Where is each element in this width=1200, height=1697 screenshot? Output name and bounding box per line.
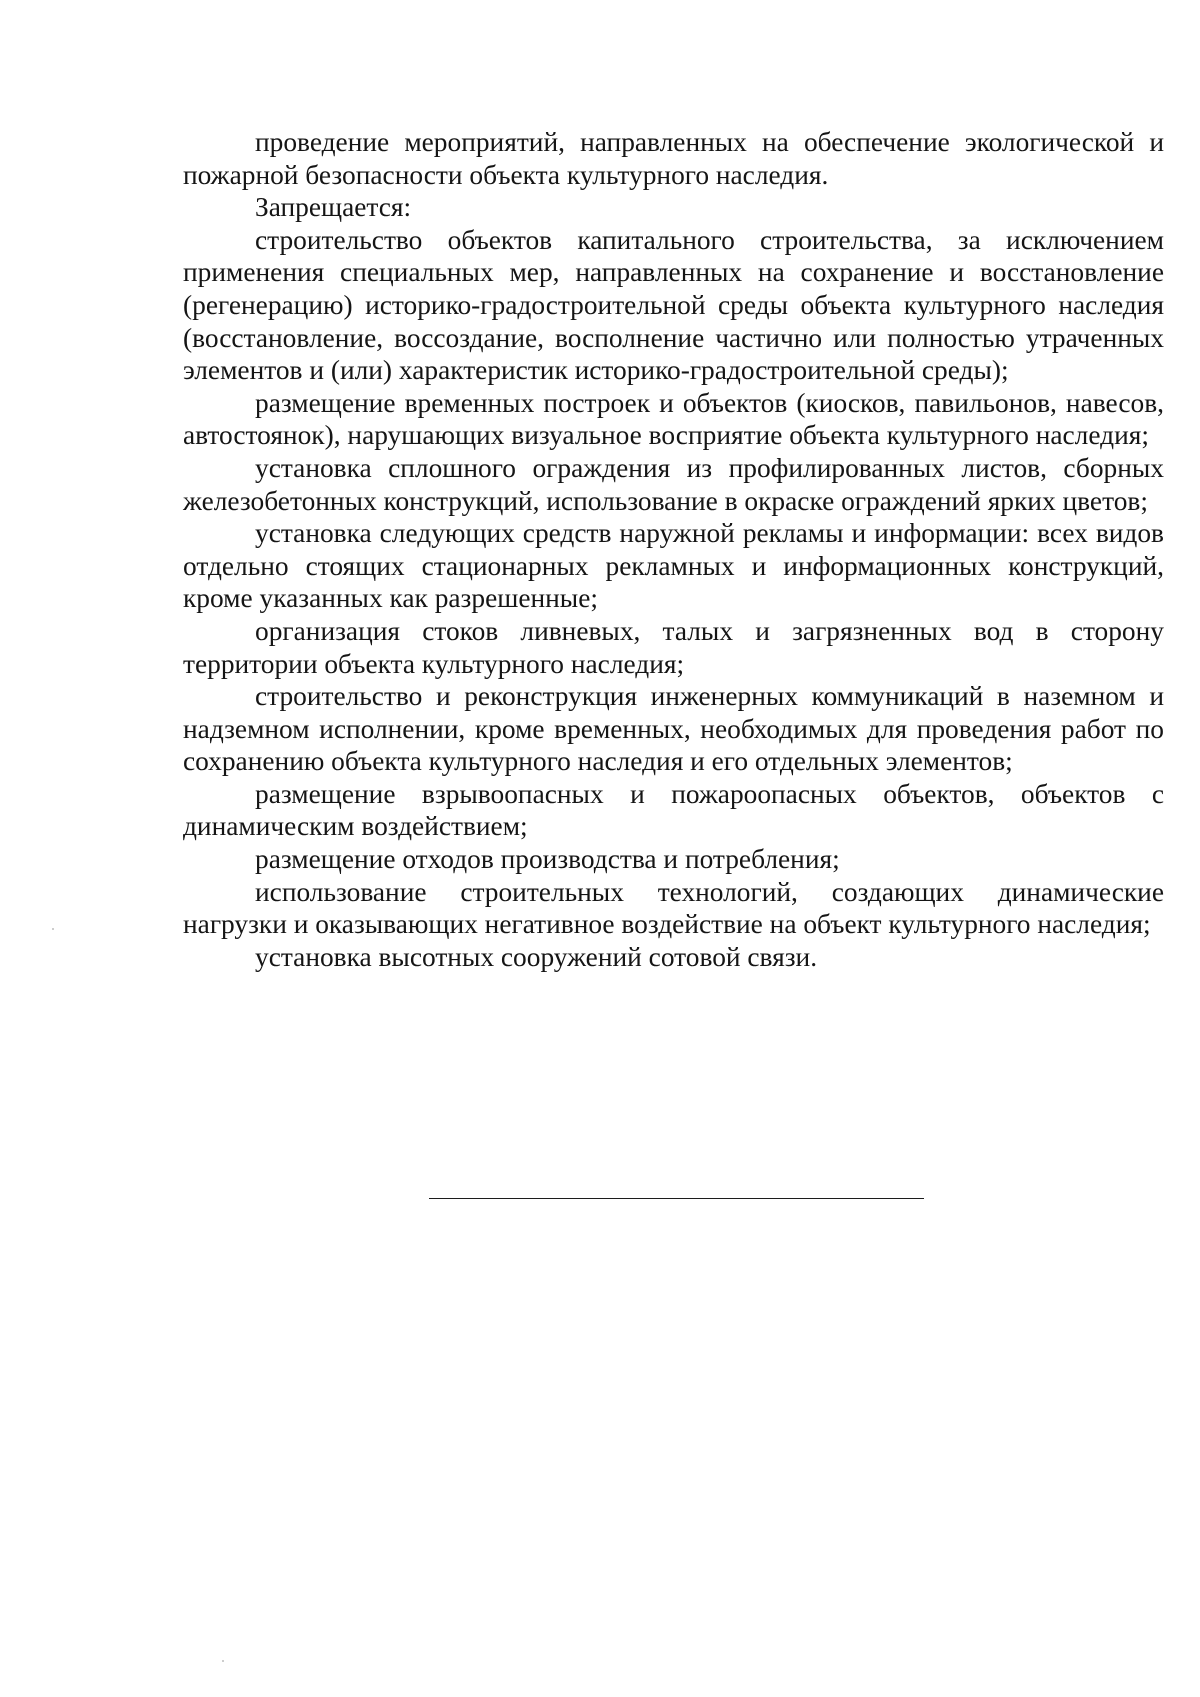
paragraph-water-drainage: организация стоков ливневых, талых и загрязненных вод в сторону территории объекта культурного наследия; (183, 615, 1164, 679)
paragraph-measures: проведение мероприятий, направленных на обеспечение экологической и пожарной безопасности объекта культурного наследия. (183, 127, 1164, 190)
paragraph-cell-towers: установка высотных сооружений сотовой связи. (255, 941, 818, 972)
paragraph-hazardous-objects: размещение взрывоопасных и пожароопасных объектов, объектов с динамическим воздействием; (183, 778, 1164, 842)
paragraph-solid-fencing: установка сплошного ограждения из профилированных листов, сборных железобетонных конструкций, использование в окраске ограждений ярких цветов; (183, 452, 1164, 516)
paragraph-temporary-structures: размещение временных построек и объектов (киосков, павильонов, навесов, автостоянок), нарушающих визуальное восприятие объекта культурного наследия; (183, 387, 1164, 451)
scan-speck (222, 1660, 224, 1662)
paragraph-construction-technologies: использование строительных технологий, создающих динамические нагрузки и оказывающих негативное воздействие на объект культурного наследия; (183, 876, 1164, 940)
end-separator-line (429, 1198, 924, 1199)
paragraph-prohibited-heading: Запрещается: (255, 192, 412, 223)
paragraph-engineering-utilities: строительство и реконструкция инженерных коммуникаций в наземном и надземном исполнении, кроме временных, необходимых для проведения работ по сохранению объекта культурного наследия и его отдельных элементов; (183, 681, 1164, 777)
document-body (183, 126, 1164, 973)
paragraph-outdoor-advertising: установка следующих средств наружной рекламы и информации: всех видов отдельно стоящих стационарных рекламных и информационных конструкций, кроме указанных как разрешенные; (183, 518, 1164, 614)
paragraph-waste-placement: размещение отходов производства и потребления; (255, 844, 840, 875)
scan-speck (52, 928, 54, 930)
paragraph-capital-construction: строительство объектов капитального строительства, за исключением применения специальных мер, направленных на сохранение и восстановление (регенерацию) историко-градостроительной среды объекта культурного наследия (восстановление, воссоздание, восполнение частично или полностью утраченных элементов и (или) характеристик историко-градостроительной среды); (183, 224, 1164, 386)
